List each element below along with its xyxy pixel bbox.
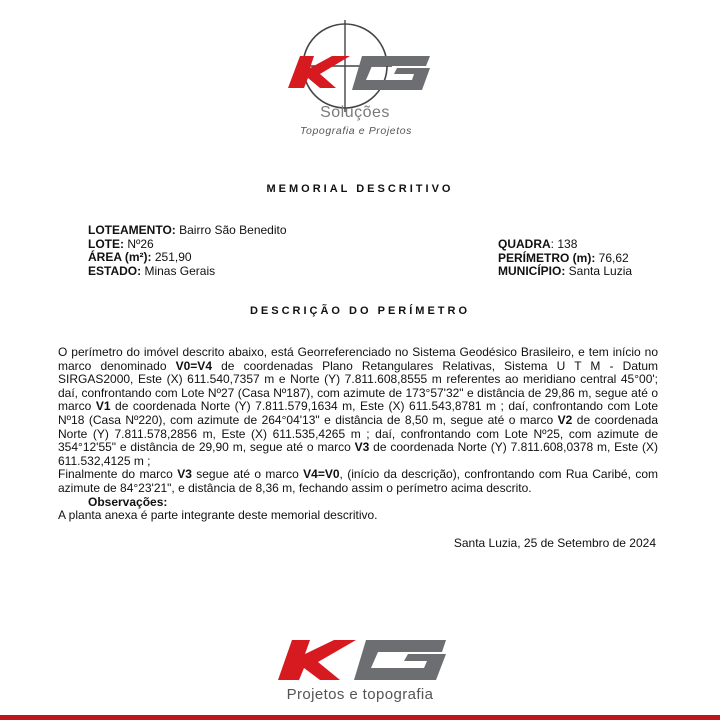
municipio-row: MUNICÍPIO: Santa Luzia [498, 264, 633, 278]
footer-tagline: Projetos e topografia [286, 686, 434, 703]
brand-tagline: Topografia e Projetos [299, 125, 413, 137]
bottom-bar [0, 715, 720, 720]
document-title: MEMORIAL DESCRITIVO [266, 183, 454, 195]
description-paragraph-1: O perímetro do imóvel descrito abaixo, está Georreferenciado no Sistema Geodésico Brasileiro, e tem início no marco denominado V0=V4 de coordenadas Plano Retangulares Relativas, Sistema U T M - Datum SIRGAS2000, Este (X) 611.540,7357 m e Norte (Y) 7.811.608,8555 m referentes ao meridiano central 45°00'; daí, confrontando com Lote Nº27 (Casa Nº187), com azimute de 173°57'32" e distância de 29,86 m, segue até o marco V1 de coordenada Norte (Y) 7.811.579,1634 m, Este (X) 611.543,8781 m ; daí, confrontando com Lote Nº18 (Casa Nº220), com azimute de 264°04'13" e distância de 8,50 m, segue até o marco V2 de coordenada Norte (Y) 7.811.578,2856 m, Este (X) 611.535,4265 m ; daí, confrontando com Lote Nº25, com azimute de 354°12'55" e distância de 29,90 m, segue até o marco V3 de coordenada Norte (Y) 7.811.608,0378 m, Este (X) 611.532,4125 m ; [58, 345, 659, 468]
description-paragraph-2: Finalmente do marco V3 segue até o marco V4=V0, (início da descrição), confrontando com Rua Caribé, com azimute de 84°23'21", e distância de 8,36 m, fechando assim o perímetro acima descrito. [58, 467, 658, 495]
estado-row: ESTADO: Minas Gerais [88, 263, 216, 278]
area-row: ÁREA (m²): 251,90 [88, 250, 192, 264]
info-right [498, 238, 632, 279]
lote-row: LOTE: Nº26 [88, 236, 154, 251]
quadra-row: QUADRA: 138 [498, 237, 578, 251]
date-line: Santa Luzia, 25 de Setembro de 2024 [453, 536, 656, 550]
loteamento-row: LOTEAMENTO: Bairro São Benedito [88, 223, 287, 237]
observations-text: A planta anexa é parte integrante deste memorial descritivo. [58, 508, 378, 522]
info-left [88, 224, 287, 278]
perimetro-row: PERÍMETRO (m): 76,62 [498, 250, 629, 265]
perimeter-description [58, 346, 658, 496]
footer-logo [270, 630, 450, 685]
section-title: DESCRIÇÃO DO PERÍMETRO [249, 305, 470, 317]
observations-title: Observações: [88, 495, 168, 509]
brand-name: Soluções [320, 104, 390, 121]
